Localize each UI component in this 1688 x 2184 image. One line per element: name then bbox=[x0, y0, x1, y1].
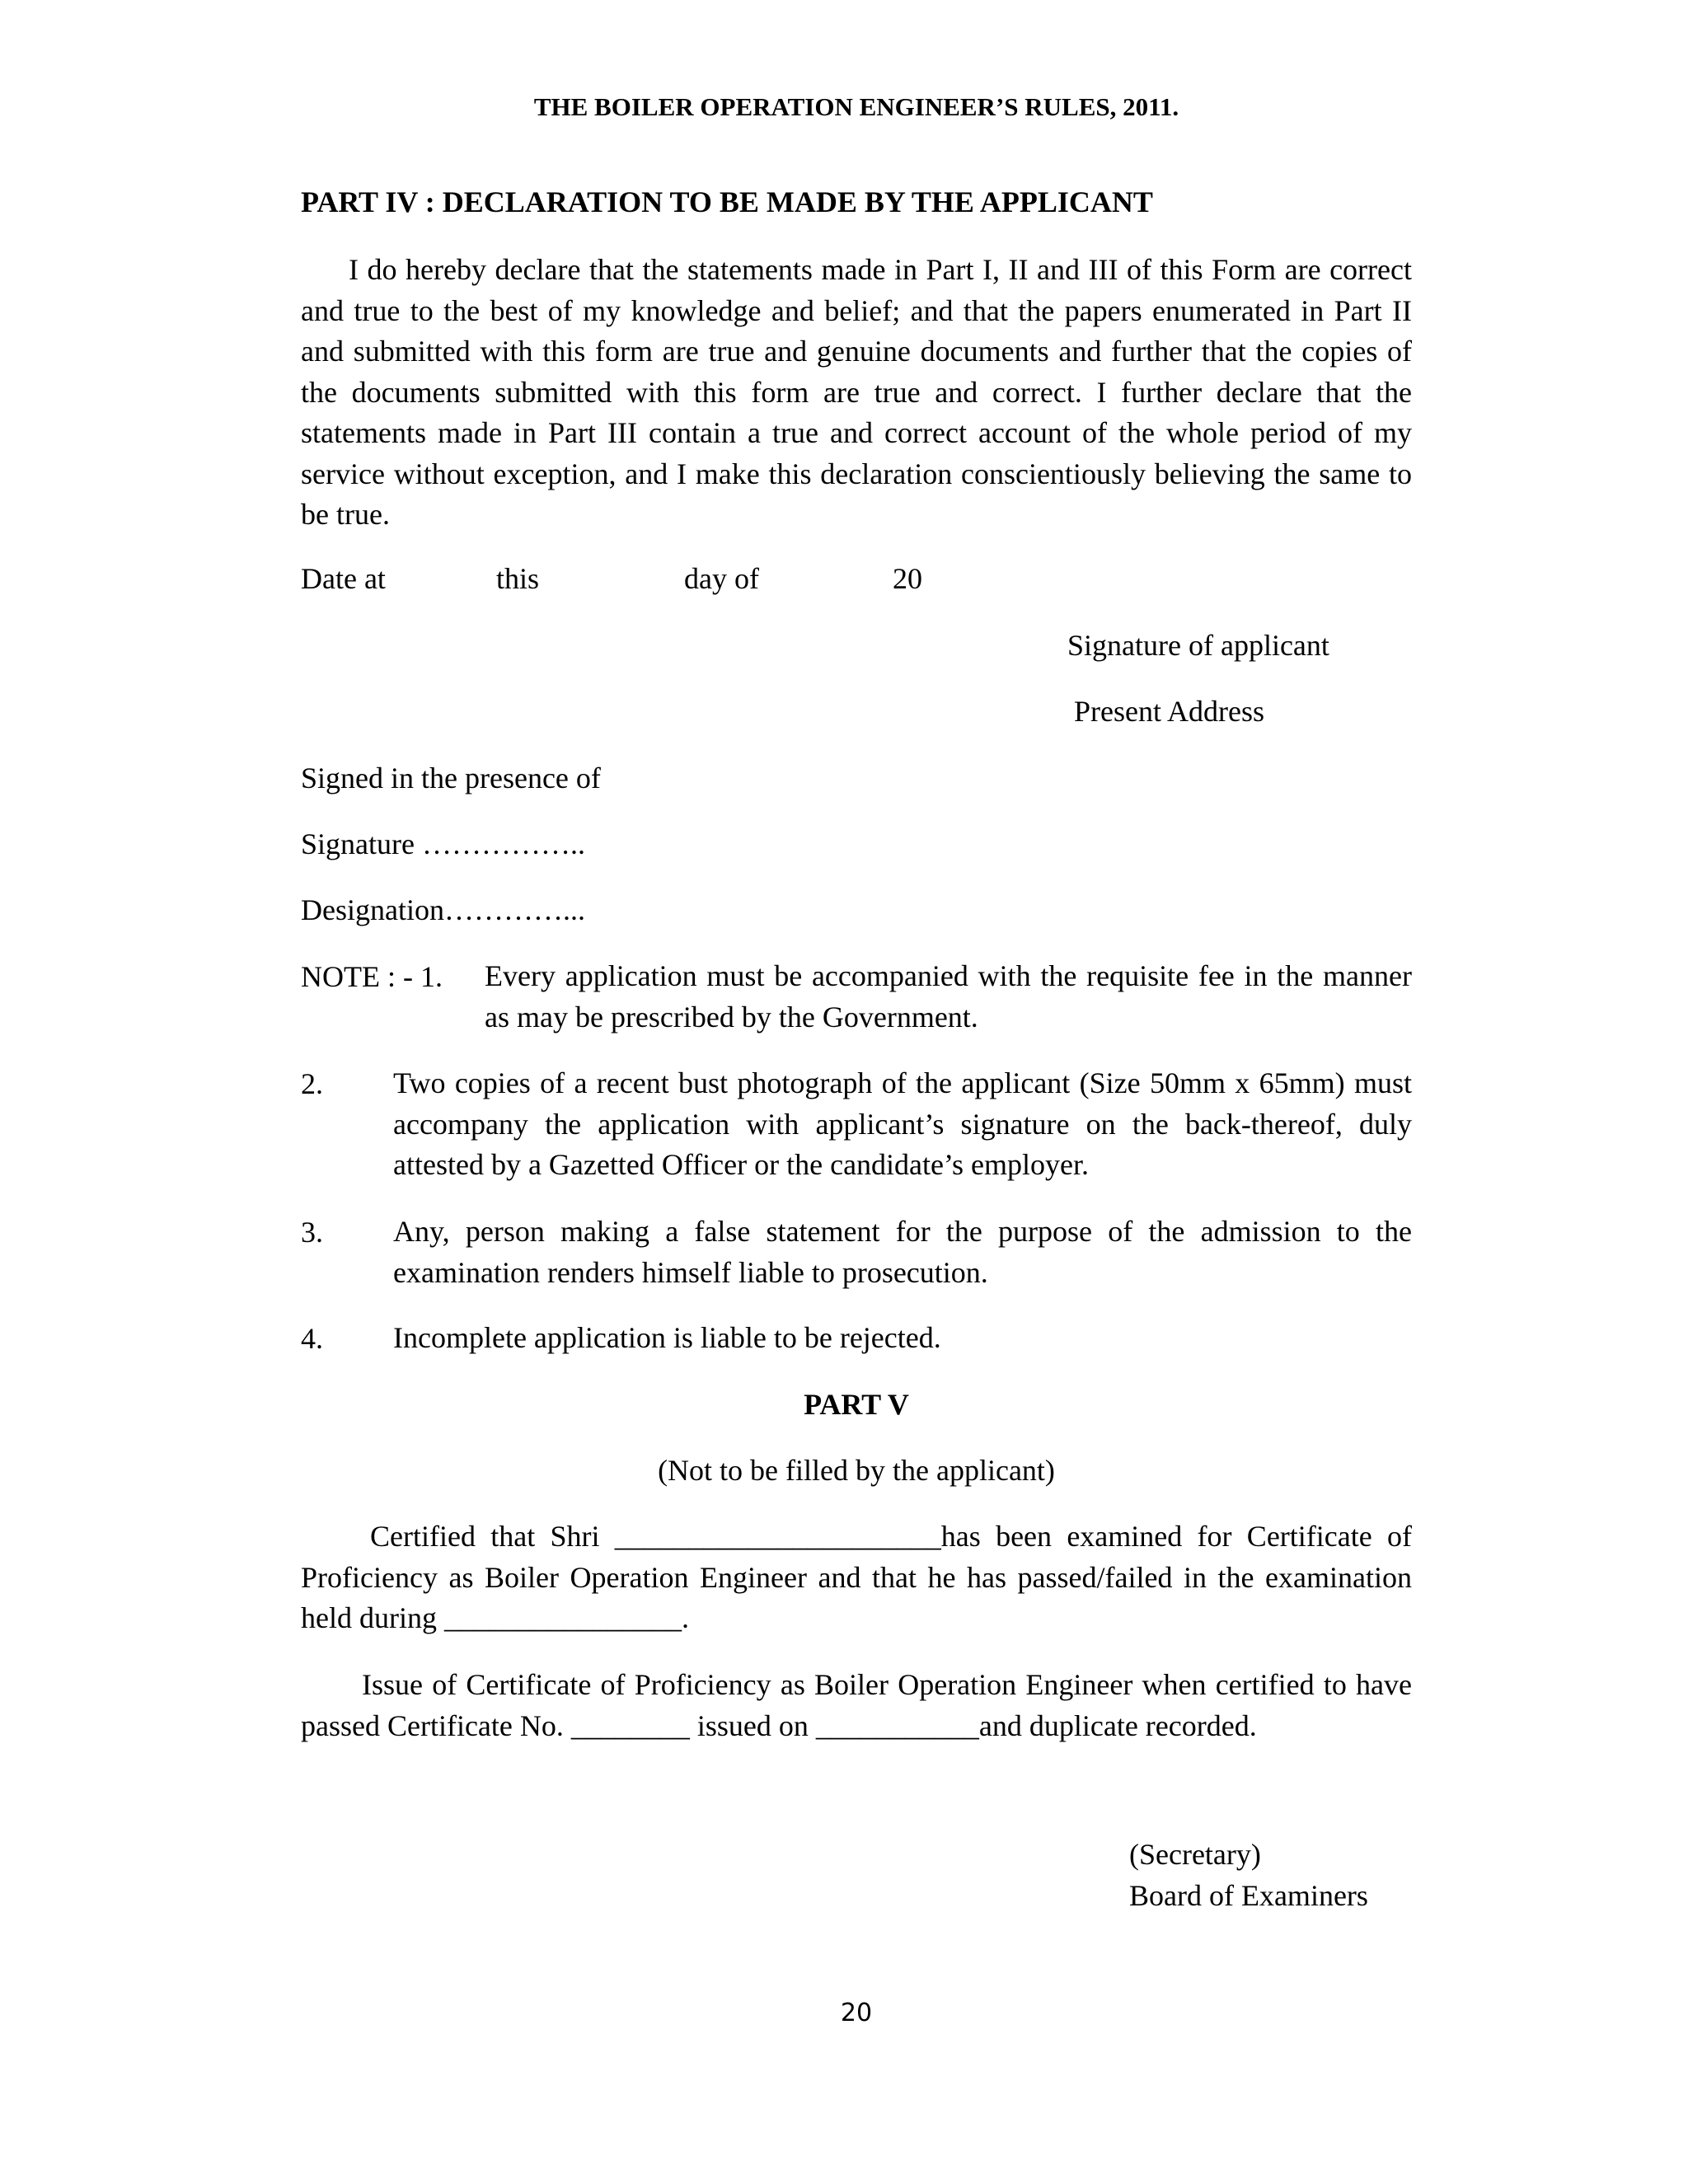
part-iv-heading: PART IV : DECLARATION TO BE MADE BY THE APPLICANT bbox=[301, 185, 1153, 218]
day-of-label: day of bbox=[684, 562, 759, 595]
present-address: Present Address bbox=[1074, 695, 1264, 728]
board-of-examiners-label: Board of Examiners bbox=[1129, 1879, 1368, 1912]
part-v-subheading: (Not to be filled by the applicant) bbox=[658, 1454, 1055, 1487]
note-4-text: Incomplete application is liable to be rejected. bbox=[393, 1321, 941, 1354]
year-label: 20 bbox=[893, 562, 922, 595]
signature-of-applicant: Signature of applicant bbox=[1067, 629, 1329, 662]
witness-signature-line: Signature …………….. bbox=[301, 827, 585, 860]
note-label: NOTE : - 1. bbox=[301, 960, 443, 993]
page-number: 20 bbox=[840, 1999, 873, 2027]
declaration-paragraph: I do hereby declare that the statements made in Part I, II and III of this Form are correct and true to the best of my knowledge and belief; and that the papers enumerated in Part II and submitted with this form are true and genuine documents and further that the copies of the documents submitted with this form are true and correct. I further declare that the statements made in Part III contain a true and correct account of the whole period of my service without exception, and I make this declaration conscientiously believing the same to be true. bbox=[301, 253, 1412, 531]
note-4-number: 4. bbox=[301, 1322, 323, 1355]
note-3-number: 3. bbox=[301, 1216, 323, 1249]
secretary-label: (Secretary) bbox=[1129, 1838, 1261, 1871]
document-page bbox=[301, 0, 1412, 2184]
issue-paragraph: Issue of Certificate of Proficiency as Boiler Operation Engineer when certified to have passed Certificate No. ________ issued on ___________and duplicate recorded. bbox=[301, 1668, 1412, 1742]
document-title: THE BOILER OPERATION ENGINEER’S RULES, 2011. bbox=[533, 92, 1179, 121]
this-label: this bbox=[496, 562, 540, 595]
part-v-heading: PART V bbox=[804, 1388, 909, 1421]
note-2-number: 2. bbox=[301, 1067, 323, 1100]
note-1-text: Every application must be accompanied with the requisite fee in the manner as may be prescribed by the Government. bbox=[485, 959, 1412, 1033]
witness-designation-line: Designation…………... bbox=[301, 893, 585, 926]
note-3-text: Any, person making a false statement for the purpose of the admission to the examination renders himself liable to prosecution. bbox=[393, 1215, 1412, 1289]
note-2-text: Two copies of a recent bust photograph of the applicant (Size 50mm x 65mm) must accompany the application with applicant’s signature on the back-thereof, duly attested by a Gazetted Officer or the candidate’s employer. bbox=[393, 1066, 1412, 1181]
date-at-label: Date at bbox=[301, 562, 386, 595]
certified-paragraph: Certified that Shri ______________________has been examined for Certificate of Proficiency as Boiler Operation Engineer and that he has passed/failed in the examination held during ________________. bbox=[301, 1520, 1412, 1634]
signed-in-presence: Signed in the presence of bbox=[301, 762, 601, 794]
